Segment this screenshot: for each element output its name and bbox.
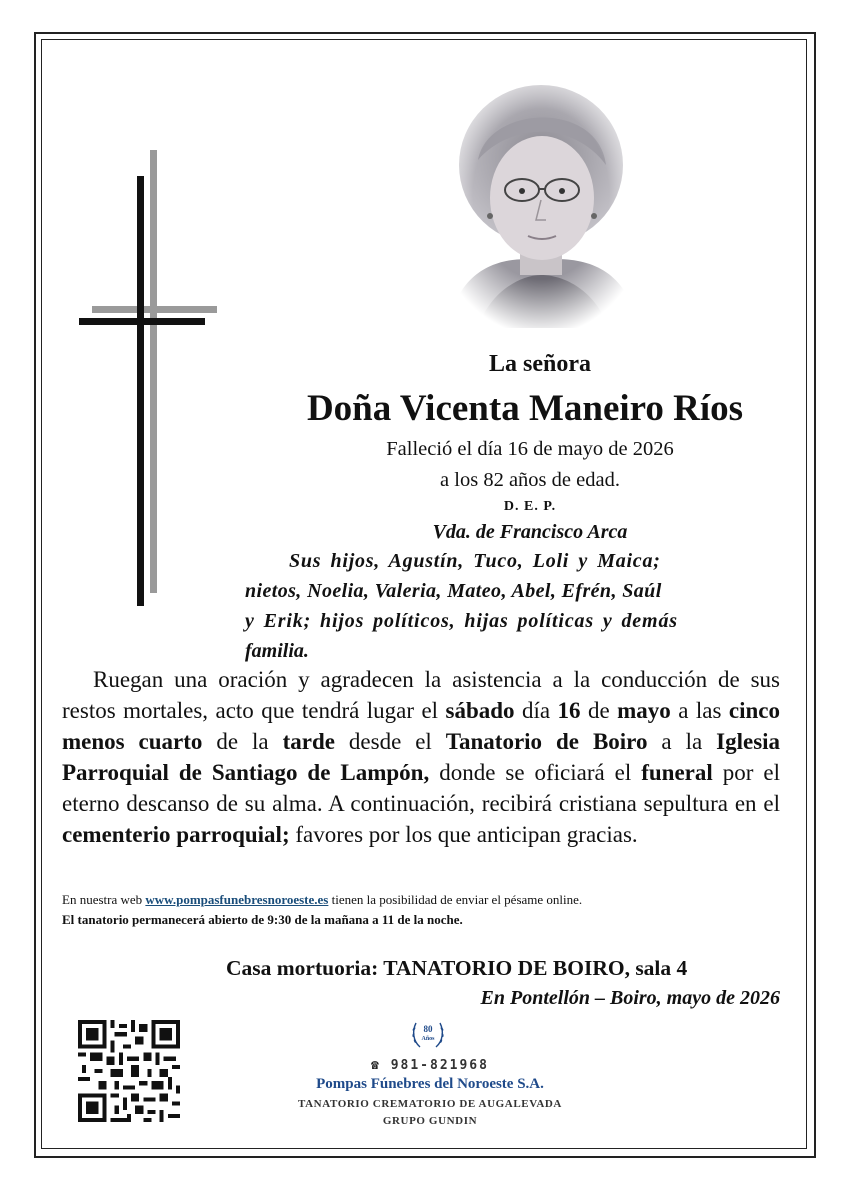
cross-black-vertical [137, 176, 144, 606]
family-line-3: y Erik; hijos políticos, hijas políticas y demás [245, 610, 678, 632]
cemetery-name: cementerio parroquial; [62, 822, 290, 847]
company-subtitle-2: GRUPO GUNDIN [382, 1115, 478, 1127]
opening-hours: El tanatorio permanecerá abierto de 9:30 de la mañana a 11 de la noche. [62, 912, 463, 927]
widow-line: Vda. de Francisco Arca [432, 521, 628, 543]
mortuary-location: Casa mortuoria: TANATORIO DE BOIRO, sala 4 [226, 956, 688, 980]
place-and-date: En Pontellón – Boiro, mayo de 2026 [480, 987, 780, 1009]
family-line-1: Sus hijos, Agustín, Tuco, Loli y Maica; [289, 550, 661, 572]
origin-place: Tanatorio de Boiro [445, 729, 648, 754]
phone-number[interactable]: 981-821968 [390, 1058, 489, 1073]
date-number: 16 [557, 698, 581, 723]
web-notice: En nuestra web www.pompasfunebresnoroeste.es tienen la posibilidad de enviar el pésame online. [62, 892, 583, 907]
badge-text: Años [421, 1036, 435, 1042]
phone-icon: ☎ [371, 1058, 381, 1073]
part-of-day: tarde [282, 729, 335, 754]
anniversary-badge-icon [410, 1015, 446, 1053]
intro-title: La señora [489, 351, 591, 377]
family-line-2: nietos, Noelia, Valeria, Mateo, Abel, Efrén, Saúl [245, 580, 662, 602]
rip-text: D. E. P. [503, 499, 557, 514]
ceremony-time: cinco menos cuarto [62, 698, 780, 754]
ceremony-paragraph: Ruegan una oración y agradecen la asistencia a la conducción de sus restos mortales, acto que tendrá lugar el sábado día 16 de mayo a las cinco menos cuarto de la tarde desde el Tanatorio de Boiro a la Iglesia Parroquial de Santiago de Lampón, donde se oficiará el funeral por el eterno descanso de su alma. A continuación, recibirá cristiana sepultura en el cementerio parroquial; favores por los que anticipan gracias. [62, 667, 781, 847]
website-link[interactable]: www.pompasfunebresnoroeste.es [145, 892, 329, 907]
age-line: a los 82 años de edad. [440, 469, 620, 491]
company-name: Pompas Fúnebres del Noroeste S.A. [316, 1076, 544, 1092]
death-date-line: Falleció el día 16 de mayo de 2026 [386, 438, 674, 460]
family-line-4: familia. [245, 640, 309, 662]
badge-number: 80 [423, 1024, 433, 1034]
cross-black-horizontal [79, 318, 205, 325]
phone-number-row [330, 1058, 530, 1073]
cross-gray-vertical [150, 150, 157, 593]
cross-gray-horizontal [92, 306, 217, 313]
church-name: Iglesia Parroquial de Santiago de Lampón, [62, 729, 781, 785]
funeral-word: funeral [641, 760, 713, 785]
month-name: mayo [617, 698, 671, 723]
qr-code-icon[interactable] [78, 1020, 180, 1122]
day-name: sábado [445, 698, 515, 723]
company-subtitle-1: TANATORIO CREMATORIO DE AUGALEVADA [298, 1098, 562, 1110]
portrait-photo [438, 70, 644, 328]
deceased-name: Doña Vicenta Maneiro Ríos [306, 388, 744, 429]
